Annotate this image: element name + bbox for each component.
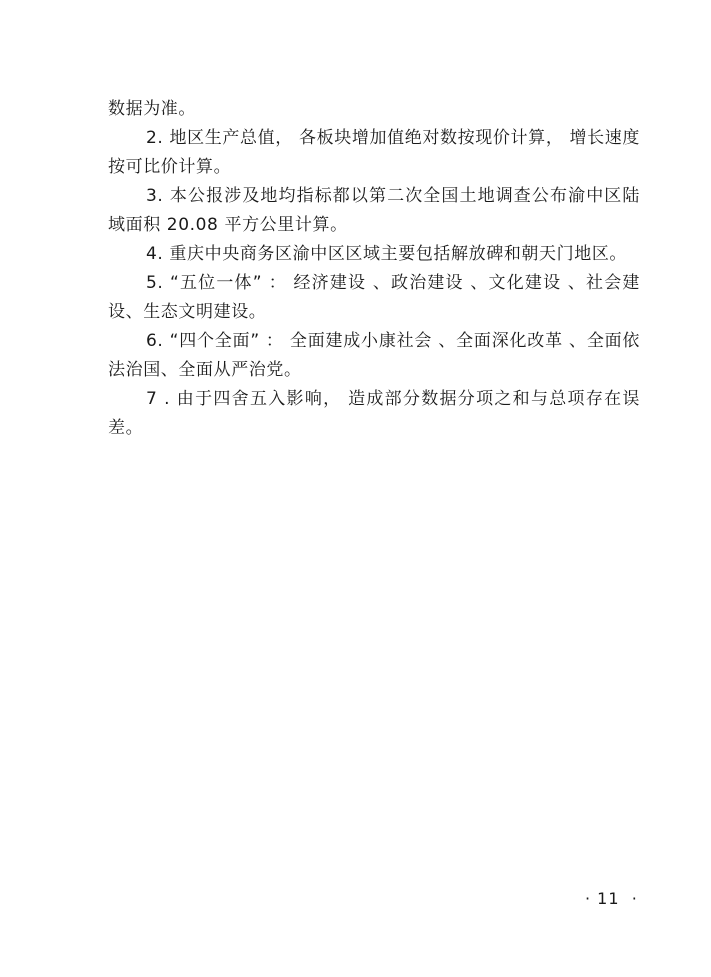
note-3: 3. 本公报涉及地均指标都以第二次全国土地调查公布渝中区陆域面积 20.08 平方公里计算。 (108, 186, 640, 235)
page-number: · 11 · (585, 889, 638, 908)
notes-body (108, 95, 640, 443)
note-7: 7 . 由于四舍五入影响， 造成部分数据分项之和与总项存在误差。 (108, 389, 640, 438)
note-2: 2. 地区生产总值， 各板块增加值绝对数按现价计算， 增长速度按可比价计算。 (108, 128, 640, 177)
note-6: 6. “四个全面” ： 全面建成小康社会 、全面深化改革 、全面依法治国、全面从严治党。 (108, 331, 640, 380)
note-4: 4. 重庆中央商务区渝中区区域主要包括解放碑和朝天门地区。 (146, 244, 628, 264)
note-5: 5. “五位一体” ： 经济建设 、政治建设 、文化建设 、社会建设、生态文明建设。 (108, 273, 640, 322)
note-continuation: 数据为准。 (108, 99, 196, 119)
